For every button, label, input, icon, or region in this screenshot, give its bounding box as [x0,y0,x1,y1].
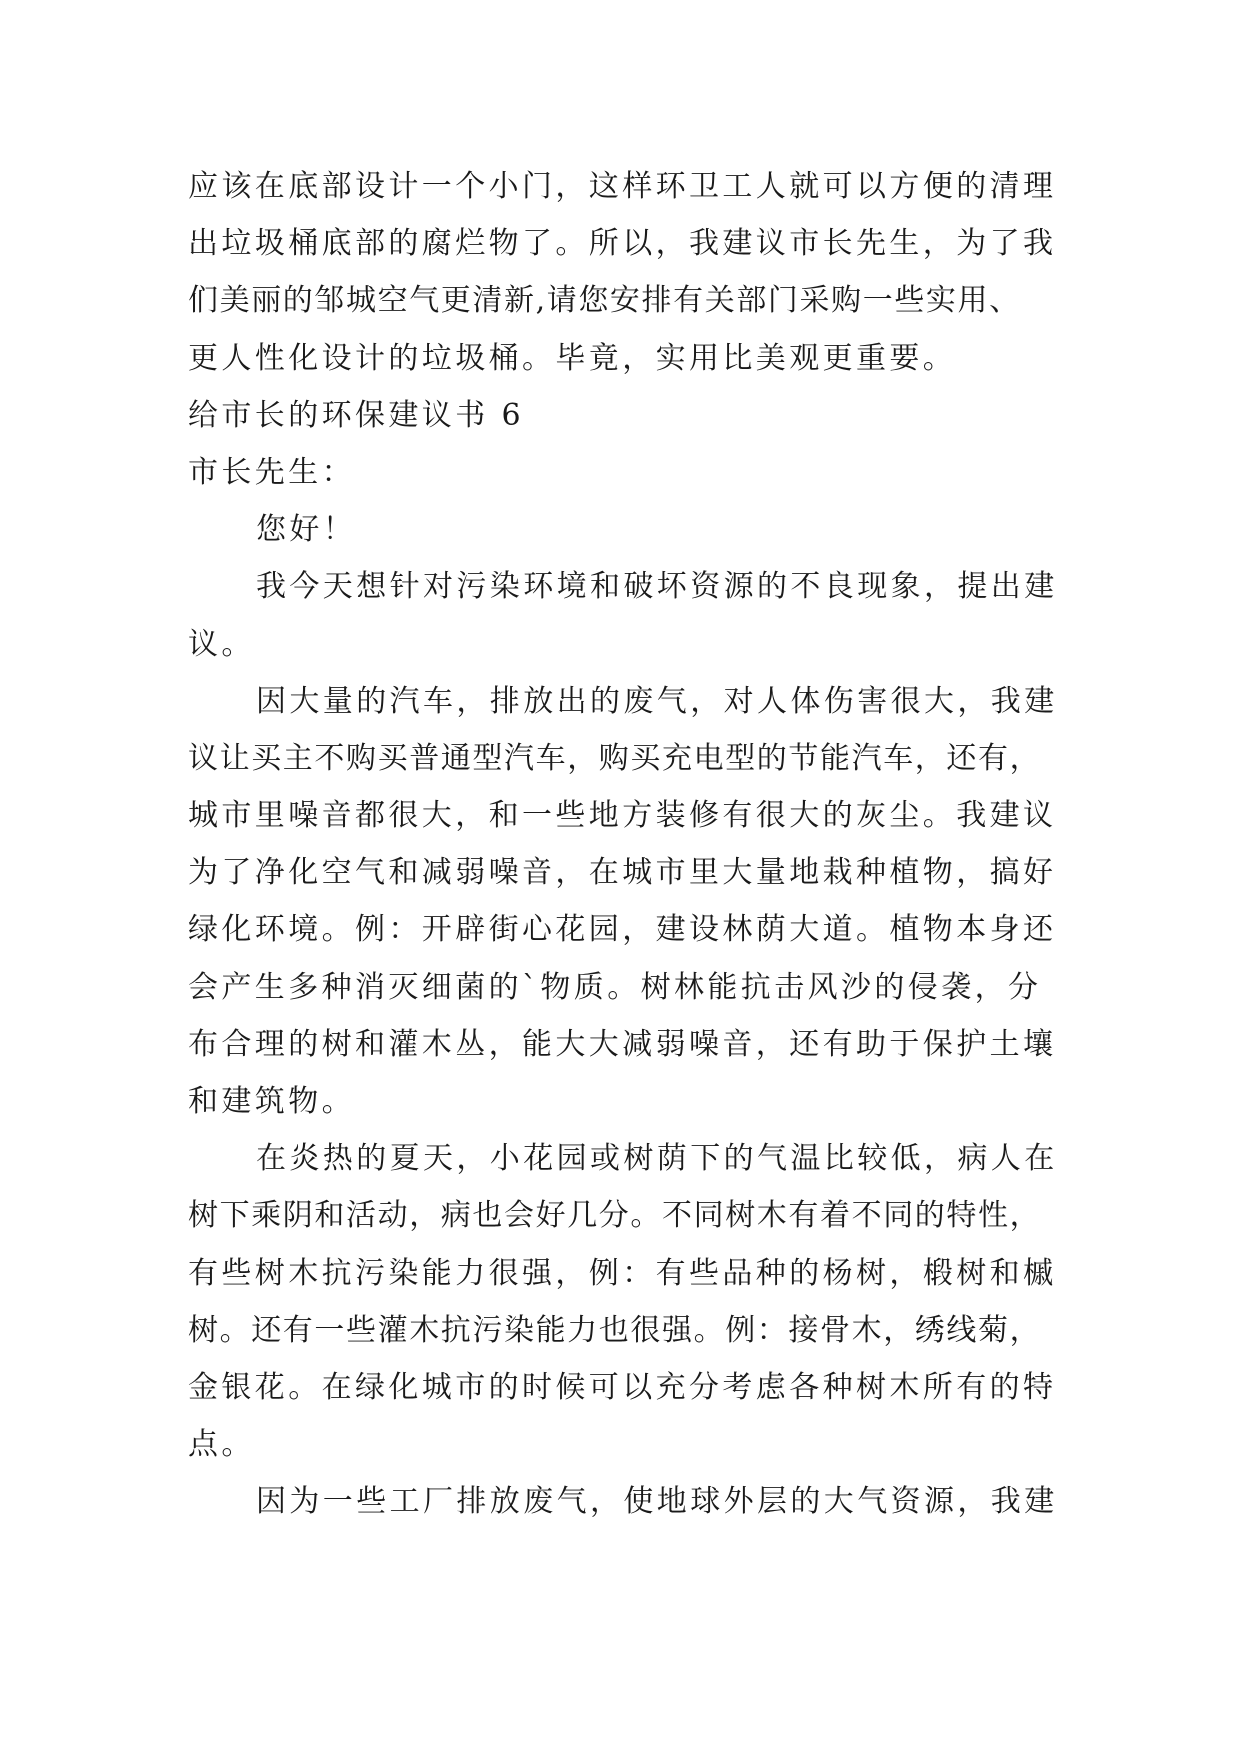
text-line-12: 城市里噪音都很大，和一些地方装修有很大的灰尘。我建议 [188,798,1057,834]
greeting: 您好！ [256,512,357,548]
text-line-11: 议让买主不购买普通型汽车，购买充电型的节能汽车，还有， [188,740,1042,776]
text-line-9: 议。 [188,626,255,662]
text-line-4: 更人性化设计的垃圾桶。毕竟，实用比美观更重要。 [188,340,957,376]
text-line-22: 金银花。在绿化城市的时候可以充分考虑各种树木所有的特 [188,1369,1057,1405]
text-line-13: 为了净化空气和减弱噪音，在城市里大量地栽种植物，搞好 [188,855,1057,891]
text-line-15: 会产生多种消灭细菌的`物质。树林能抗击风沙的侵袭，分 [188,969,1042,1005]
text-line-24: 因为一些工厂排放废气，使地球外层的大气资源，我建 [256,1484,1058,1520]
text-line-16: 布合理的树和灌木丛，能大大减弱噪音，还有助于保护土壤 [188,1026,1057,1062]
text-line-18: 在炎热的夏天，小花园或树荫下的气温比较低，病人在 [256,1141,1058,1177]
text-line-14: 绿化环境。例：开辟街心花园，建设林荫大道。植物本身还 [188,912,1057,948]
text-line-8: 我今天想针对污染环境和破坏资源的不良现象，提出建 [256,569,1058,605]
text-line-3: 们美丽的邹城空气更清新,请您安排有关部门采购一些实用、 [188,283,1021,319]
document-page [188,158,1088,1531]
text-line-20: 有些树木抗污染能力很强，例：有些品种的杨树，椴树和槭 [188,1255,1057,1291]
text-line-19: 树下乘阴和活动，病也会好几分。不同树木有着不同的特性， [188,1198,1042,1234]
text-line-17: 和建筑物。 [188,1084,355,1119]
text-line-23: 点。 [188,1427,255,1463]
text-line-2: 出垃圾桶底部的腐烂物了。所以，我建议市长先生，为了我 [188,226,1057,262]
text-line-1: 应该在底部设计一个小门，这样环卫工人就可以方便的清理 [188,169,1057,204]
salutation: 市长先生： [188,454,355,490]
text-line-21: 树。还有一些灌木抗污染能力也很强。例：接骨木，绣线菊， [188,1312,1042,1348]
text-line-10: 因大量的汽车，排放出的废气，对人体伤害很大，我建 [256,683,1058,719]
section-title: 给市长的环保建议书 6 [188,397,525,433]
